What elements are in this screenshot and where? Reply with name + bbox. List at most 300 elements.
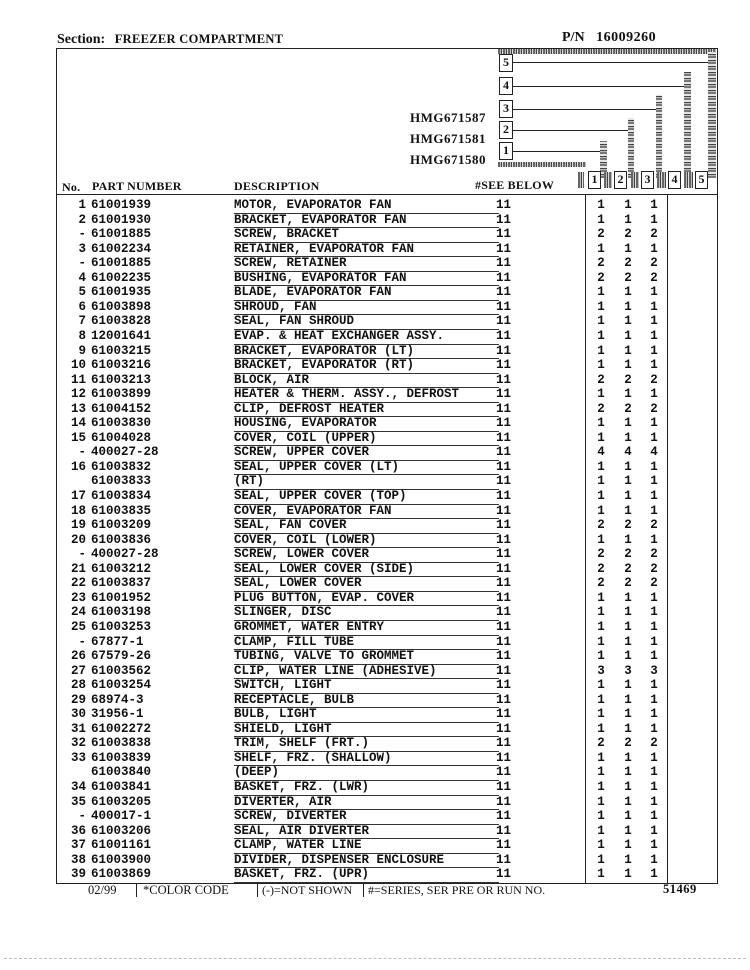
table-row	[56, 780, 718, 795]
table-row	[56, 605, 718, 620]
table-row	[56, 489, 718, 504]
row-qty-3: 1	[650, 809, 658, 824]
row-qty-3: 1	[650, 649, 658, 664]
row-qty-3: 1	[650, 619, 658, 634]
row-part-number: 67877-1	[91, 634, 144, 649]
row-qty-3: 1	[650, 489, 658, 503]
row-number: -	[78, 547, 86, 562]
row-qty-1: 1	[597, 692, 605, 707]
row-part-number: 400017-1	[91, 809, 152, 824]
row-part-number: 61003837	[91, 576, 152, 591]
row-description: SEAL, FAN SHROUD	[234, 314, 499, 330]
table-row	[56, 504, 718, 519]
row-part-number: 61001935	[91, 285, 152, 300]
table-row	[56, 620, 718, 635]
pn-value: 16009260	[596, 30, 657, 45]
row-qty-2: 1	[624, 198, 632, 212]
row-description: (DEEP)	[234, 765, 499, 781]
table-row	[56, 853, 718, 868]
model-line-2	[513, 130, 628, 131]
row-see-below: 11	[496, 649, 512, 664]
row-number: 6	[78, 299, 86, 314]
row-qty-1: 1	[597, 532, 605, 547]
row-part-number: 61001885	[91, 227, 152, 242]
row-qty-1: 1	[597, 838, 605, 853]
row-number: 4	[78, 270, 86, 285]
row-qty-3: 1	[650, 241, 658, 256]
row-part-number: 61003253	[91, 619, 152, 634]
row-qty-1: 1	[597, 634, 605, 649]
row-qty-2: 1	[624, 503, 632, 518]
row-description: SCREW, LOWER COVER	[234, 547, 499, 563]
row-qty-3: 2	[650, 270, 658, 285]
table-row	[56, 329, 718, 344]
row-see-below: 11	[496, 532, 512, 547]
row-qty-3: 1	[650, 358, 658, 373]
row-number: 14	[70, 416, 86, 431]
row-description: COVER, COIL (LOWER)	[234, 533, 499, 549]
row-part-number: 61003828	[91, 314, 152, 329]
row-description: GROMMET, WATER ENTRY	[234, 620, 499, 636]
row-qty-3: 1	[650, 532, 658, 547]
row-qty-3: 2	[650, 561, 658, 576]
row-qty-3: 2	[650, 576, 658, 591]
row-qty-3: 1	[650, 823, 658, 838]
row-see-below: 11	[496, 794, 512, 809]
row-description: DIVERTER, AIR	[234, 795, 499, 811]
row-number: 34	[70, 780, 86, 794]
table-row	[56, 198, 718, 213]
row-see-below: 11	[496, 590, 512, 605]
row-qty-3: 1	[650, 721, 658, 736]
row-qty-2: 1	[624, 605, 632, 620]
row-qty-3: 1	[650, 328, 658, 343]
row-see-below: 11	[496, 750, 512, 765]
row-description: SEAL, UPPER COVER (LT)	[234, 460, 499, 476]
row-qty-3: 1	[650, 838, 658, 853]
table-row	[56, 373, 718, 388]
row-qty-1: 2	[597, 736, 605, 751]
row-description: BASKET, FRZ. (UPR)	[234, 867, 499, 883]
row-qty-2: 1	[624, 489, 632, 503]
row-qty-2: 2	[624, 736, 632, 751]
row-see-below: 11	[496, 285, 512, 300]
row-part-number: 400027-28	[91, 445, 159, 460]
row-part-number: 61002235	[91, 270, 152, 285]
table-row	[56, 722, 718, 737]
row-part-number: 61001161	[91, 838, 152, 853]
table-row	[56, 314, 718, 329]
row-see-below: 11	[496, 838, 512, 853]
row-description: HOUSING, EVAPORATOR	[234, 416, 499, 432]
row-qty-2: 1	[624, 430, 632, 445]
row-qty-2: 1	[624, 765, 632, 780]
row-description: CLIP, WATER LINE (ADHESIVE)	[234, 664, 499, 680]
row-qty-2: 2	[624, 256, 632, 271]
row-qty-3: 1	[650, 198, 658, 212]
row-qty-2: 1	[624, 794, 632, 809]
model-box-3: 3	[499, 100, 513, 118]
series-speck-d	[657, 172, 666, 188]
row-part-number: 31956-1	[91, 707, 144, 722]
row-part-number: 61003254	[91, 678, 152, 693]
row-description: RETAINER, EVAPORATOR FAN	[234, 242, 499, 258]
row-qty-1: 2	[597, 256, 605, 271]
row-part-number: 67579-26	[91, 649, 152, 664]
row-part-number: 61001952	[91, 590, 152, 605]
row-qty-2: 2	[624, 372, 632, 387]
row-qty-1: 1	[597, 809, 605, 824]
row-part-number: 61004152	[91, 401, 152, 416]
row-description: BRACKET, EVAPORATOR FAN	[234, 213, 499, 229]
row-part-number: 61003836	[91, 532, 152, 547]
row-see-below: 11	[496, 270, 512, 285]
row-part-number: 61003562	[91, 663, 152, 678]
row-part-number: 61003834	[91, 489, 152, 503]
row-qty-3: 2	[650, 736, 658, 751]
row-qty-1: 1	[597, 198, 605, 212]
row-number: 1	[78, 198, 86, 212]
row-number: 13	[70, 401, 86, 416]
row-part-number: 61003838	[91, 736, 152, 751]
table-row	[56, 213, 718, 228]
row-qty-2: 1	[624, 692, 632, 707]
part-number-heading	[562, 30, 656, 46]
row-description: CLIP, DEFROST HEATER	[234, 402, 499, 418]
row-see-below: 11	[496, 780, 512, 794]
table-row	[56, 809, 718, 824]
col-header-part-number: PART NUMBER	[92, 179, 182, 193]
row-qty-2: 1	[624, 780, 632, 794]
model-line-4	[513, 86, 684, 87]
row-qty-2: 1	[624, 707, 632, 722]
row-number: 5	[78, 285, 86, 300]
row-qty-2: 1	[624, 416, 632, 431]
row-qty-3: 2	[650, 518, 658, 533]
row-qty-2: 2	[624, 576, 632, 591]
series-tree-bar-2	[628, 118, 634, 178]
row-qty-1: 1	[597, 750, 605, 765]
row-qty-1: 4	[597, 445, 605, 460]
row-qty-1: 1	[597, 619, 605, 634]
row-qty-1: 1	[597, 867, 605, 882]
row-qty-2: 1	[624, 299, 632, 314]
table-row	[56, 474, 718, 489]
row-part-number: 61004028	[91, 430, 152, 445]
table-row	[56, 358, 718, 373]
row-number: 35	[70, 794, 86, 809]
row-see-below: 11	[496, 459, 512, 474]
row-description: PLUG BUTTON, EVAP. COVER	[234, 591, 499, 607]
model-line-1	[513, 151, 600, 152]
row-qty-1: 1	[597, 707, 605, 722]
row-qty-3: 1	[650, 299, 658, 314]
row-qty-1: 2	[597, 372, 605, 387]
table-row	[56, 387, 718, 402]
row-qty-2: 2	[624, 547, 632, 562]
row-qty-1: 1	[597, 852, 605, 867]
scan-artifact-line	[4, 958, 746, 959]
row-description: SLINGER, DISC	[234, 605, 499, 621]
row-qty-1: 1	[597, 314, 605, 329]
row-number: -	[78, 256, 86, 271]
row-number: 37	[70, 838, 86, 853]
row-number: 12	[70, 387, 86, 402]
row-qty-1: 3	[597, 663, 605, 678]
row-qty-2: 1	[624, 358, 632, 373]
row-description: BULB, LIGHT	[234, 707, 499, 723]
table-row	[56, 838, 718, 853]
row-number: 24	[70, 605, 86, 620]
row-description: BRACKET, EVAPORATOR (LT)	[234, 344, 499, 360]
row-see-below: 11	[496, 445, 512, 460]
row-part-number: 61003898	[91, 299, 152, 314]
series-tree-bar-3	[656, 95, 662, 178]
row-see-below: 11	[496, 489, 512, 503]
row-qty-1: 1	[597, 765, 605, 780]
row-qty-2: 4	[624, 445, 632, 460]
row-qty-1: 1	[597, 605, 605, 620]
row-description: SHELF, FRZ. (SHALLOW)	[234, 751, 499, 767]
row-part-number: 61003832	[91, 459, 152, 474]
row-number: 25	[70, 619, 86, 634]
row-part-number: 68974-3	[91, 692, 144, 707]
row-qty-3: 1	[650, 605, 658, 620]
row-description: BASKET, FRZ. (LWR)	[234, 780, 499, 796]
row-number: 38	[70, 852, 86, 867]
row-see-below: 11	[496, 198, 512, 212]
model-box-4: 4	[499, 77, 513, 95]
table-row	[56, 765, 718, 780]
row-qty-1: 1	[597, 823, 605, 838]
row-qty-1: 2	[597, 561, 605, 576]
header-divider	[56, 194, 718, 195]
row-part-number: 61003198	[91, 605, 152, 620]
row-qty-3: 1	[650, 707, 658, 722]
table-row	[56, 256, 718, 271]
row-qty-3: 1	[650, 750, 658, 765]
row-see-below: 11	[496, 605, 512, 620]
row-part-number: 61003206	[91, 823, 152, 838]
row-part-number: 61003835	[91, 503, 152, 518]
row-qty-1: 1	[597, 590, 605, 605]
row-part-number: 61002234	[91, 241, 152, 256]
row-see-below: 11	[496, 736, 512, 751]
series-box-2: 2	[614, 171, 627, 189]
table-row	[56, 693, 718, 708]
footer-doc-number: 51469	[663, 882, 697, 896]
row-number: 22	[70, 576, 86, 591]
row-see-below: 11	[496, 663, 512, 678]
row-description: SWITCH, LIGHT	[234, 678, 499, 694]
row-qty-2: 1	[624, 809, 632, 824]
row-qty-3: 1	[650, 474, 658, 489]
row-qty-1: 1	[597, 299, 605, 314]
col-header-see-below: #SEE BELOW	[475, 178, 555, 192]
row-see-below: 11	[496, 227, 512, 242]
table-row	[56, 271, 718, 286]
row-qty-2: 1	[624, 867, 632, 882]
row-qty-2: 1	[624, 721, 632, 736]
row-qty-2: 2	[624, 270, 632, 285]
row-qty-3: 1	[650, 867, 658, 882]
row-qty-1: 1	[597, 489, 605, 503]
series-box-5: 5	[695, 171, 708, 189]
row-part-number: 61001885	[91, 256, 152, 271]
row-see-below: 11	[496, 678, 512, 693]
row-see-below: 11	[496, 314, 512, 329]
row-see-below: 11	[496, 503, 512, 518]
row-qty-3: 1	[650, 634, 658, 649]
row-qty-2: 1	[624, 750, 632, 765]
row-description: SEAL, UPPER COVER (TOP)	[234, 489, 499, 505]
footer-sep-1	[136, 883, 137, 897]
row-qty-3: 2	[650, 372, 658, 387]
row-description: BRACKET, EVAPORATOR (RT)	[234, 358, 499, 374]
footer-sep-2	[257, 883, 258, 897]
model-box-2: 2	[499, 121, 513, 139]
row-qty-1: 2	[597, 576, 605, 591]
row-see-below: 11	[496, 241, 512, 256]
row-part-number: 61003899	[91, 387, 152, 402]
row-qty-1: 1	[597, 503, 605, 518]
row-qty-3: 3	[650, 663, 658, 678]
row-see-below: 11	[496, 809, 512, 824]
footer-color-code: *COLOR CODE	[143, 883, 229, 897]
row-number: -	[78, 634, 86, 649]
series-speck-e	[684, 172, 693, 188]
row-description: TRIM, SHELF (FRT.)	[234, 736, 499, 752]
row-part-number: 61003212	[91, 561, 152, 576]
row-qty-2: 2	[624, 561, 632, 576]
row-qty-1: 1	[597, 343, 605, 358]
row-see-below: 11	[496, 256, 512, 271]
row-see-below: 11	[496, 299, 512, 314]
row-qty-2: 1	[624, 328, 632, 343]
row-see-below: 11	[496, 358, 512, 373]
row-qty-1: 1	[597, 241, 605, 256]
row-description: HEATER & THERM. ASSY., DEFROST	[234, 387, 499, 403]
row-description: CLAMP, FILL TUBE	[234, 635, 499, 651]
row-see-below: 11	[496, 634, 512, 649]
row-qty-1: 2	[597, 401, 605, 416]
row-qty-1: 1	[597, 649, 605, 664]
row-see-below: 11	[496, 387, 512, 402]
row-qty-3: 1	[650, 794, 658, 809]
row-number: 3	[78, 241, 86, 256]
row-description: DIVIDER, DISPENSER ENCLOSURE	[234, 853, 499, 869]
row-description: SEAL, LOWER COVER	[234, 576, 499, 592]
row-see-below: 11	[496, 328, 512, 343]
table-row	[56, 533, 718, 548]
row-qty-1: 1	[597, 328, 605, 343]
table-row	[56, 547, 718, 562]
row-see-below: 11	[496, 721, 512, 736]
row-qty-2: 2	[624, 401, 632, 416]
row-qty-3: 1	[650, 416, 658, 431]
series-box-4: 4	[668, 171, 681, 189]
row-number: 7	[78, 314, 86, 329]
row-description: SHIELD, LIGHT	[234, 722, 499, 738]
row-number: 8	[78, 328, 86, 343]
row-number: 30	[70, 707, 86, 722]
row-qty-1: 2	[597, 547, 605, 562]
row-qty-2: 1	[624, 474, 632, 489]
row-description: BLOCK, AIR	[234, 373, 499, 389]
row-qty-3: 1	[650, 343, 658, 358]
row-see-below: 11	[496, 416, 512, 431]
section-label: Section:	[57, 32, 106, 47]
row-description: MOTOR, EVAPORATOR FAN	[234, 198, 499, 214]
series-box-3: 3	[641, 171, 654, 189]
row-description: SCREW, BRACKET	[234, 227, 499, 243]
row-see-below: 11	[496, 372, 512, 387]
row-qty-3: 1	[650, 285, 658, 300]
row-qty-2: 1	[624, 212, 632, 227]
table-row	[56, 867, 718, 882]
row-description: SCREW, RETAINER	[234, 256, 499, 272]
row-see-below: 11	[496, 212, 512, 227]
model-code-1: HMG671580	[410, 152, 486, 167]
section-name: FREEZER COMPARTMENT	[114, 32, 284, 46]
row-see-below: 11	[496, 823, 512, 838]
row-qty-1: 2	[597, 227, 605, 242]
row-qty-2: 1	[624, 823, 632, 838]
table-row	[56, 300, 718, 315]
row-part-number: 12001641	[91, 328, 152, 343]
row-description: TUBING, VALVE TO GROMMET	[234, 649, 499, 665]
row-qty-1: 1	[597, 285, 605, 300]
row-qty-3: 1	[650, 765, 658, 780]
row-see-below: 11	[496, 401, 512, 416]
series-speck-c	[631, 172, 639, 188]
table-row	[56, 518, 718, 533]
row-qty-3: 2	[650, 256, 658, 271]
pn-label: P/N	[562, 30, 585, 45]
row-qty-3: 2	[650, 227, 658, 242]
row-qty-1: 2	[597, 518, 605, 533]
col-header-no: No.	[62, 180, 81, 194]
series-tree-bar-4	[684, 72, 691, 178]
row-part-number: 61003839	[91, 750, 152, 765]
row-part-number: 61003841	[91, 780, 152, 794]
row-qty-1: 1	[597, 416, 605, 431]
row-description: SCREW, DIVERTER	[234, 809, 499, 825]
table-row	[56, 824, 718, 839]
row-part-number: 61003205	[91, 794, 152, 809]
row-number: 23	[70, 590, 86, 605]
row-part-number: 61002272	[91, 721, 152, 736]
footer-sep-3	[363, 883, 364, 897]
table-row	[56, 751, 718, 766]
row-part-number: 61003830	[91, 416, 152, 431]
row-number: 15	[70, 430, 86, 445]
row-description: BLADE, EVAPORATOR FAN	[234, 285, 499, 301]
series-tree-bottom-bar	[498, 162, 586, 167]
row-qty-1: 1	[597, 212, 605, 227]
row-part-number: 61001939	[91, 198, 152, 212]
row-see-below: 11	[496, 707, 512, 722]
series-speck-b	[604, 172, 612, 188]
row-qty-3: 1	[650, 430, 658, 445]
row-number: 10	[70, 358, 86, 373]
row-description: EVAP. & HEAT EXCHANGER ASSY.	[234, 329, 499, 345]
row-number: 28	[70, 678, 86, 693]
row-part-number: 61003833	[91, 474, 152, 489]
row-qty-2: 1	[624, 838, 632, 853]
row-qty-3: 1	[650, 459, 658, 474]
series-tree-top-bar	[498, 49, 716, 54]
